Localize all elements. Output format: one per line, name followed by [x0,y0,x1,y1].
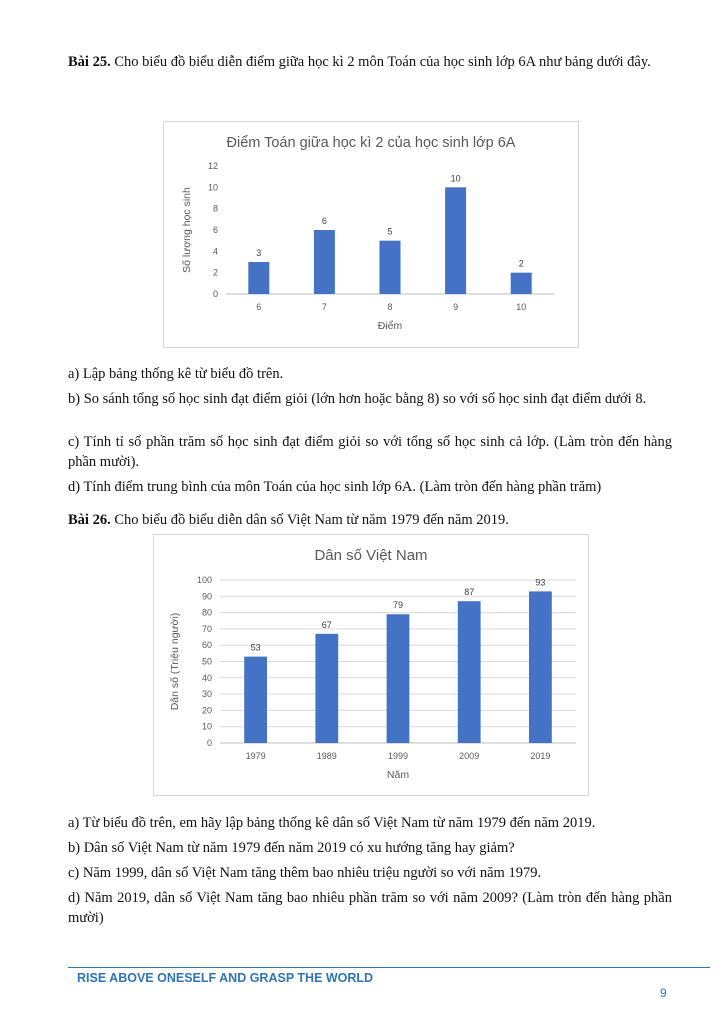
y-tick-label: 12 [207,161,218,171]
x-tick-label: 6 [256,302,262,312]
y-tick-label: 60 [201,640,212,651]
chart-vietnam-population-svg [154,535,588,795]
y-tick-label: 8 [212,203,218,214]
bar-1979 [244,657,267,743]
y-tick-label: 50 [201,656,212,667]
y-tick-label: 90 [201,591,212,602]
x-tick-label: 1979 [245,751,266,761]
data-label-8: 5 [387,226,393,237]
bar-9 [445,187,466,294]
page-number: 9 [660,986,667,1000]
data-label-6: 3 [256,248,262,258]
y-tick-label: 0 [206,738,212,748]
ex26-question-c: c) Năm 1999, dân số Việt Nam tăng thêm bao nhiêu triệu người so với năm 1979. [68,865,542,881]
data-label-10: 2 [518,258,524,269]
y-tick-label: 100 [196,575,212,585]
exercise-25-intro [68,52,672,72]
x-axis-label: Điểm [377,320,403,332]
bar-6 [248,262,269,294]
data-label-2009: 87 [464,587,475,598]
exercise-26-text: Cho biểu đồ biểu diễn dân số Việt Nam từ năm 1979 đến năm 2019. [110,512,509,528]
data-label-2019: 93 [535,577,546,588]
bar-2019 [529,591,552,743]
data-label-9: 10 [450,173,461,184]
x-axis-label: Năm [386,769,410,781]
exercise-25-label: Bài 25. [68,54,111,70]
ex25-question-c: c) Tính tỉ số phần trăm số học sinh đạt điểm giỏi so với tổng số học sinh cả lớp. (Làm tròn đến hàng phần mười). [68,434,672,470]
bar-1989 [315,634,338,743]
y-tick-label: 20 [201,705,212,716]
y-tick-label: 10 [201,721,212,732]
x-tick-label: 10 [516,302,527,312]
y-tick-label: 4 [212,246,218,257]
bar-10 [511,273,532,294]
ex26-question-b: b) Dân số Việt Nam từ năm 1979 đến năm 2019 có xu hướng tăng hay giảm? [68,840,515,856]
ex26-question-a: a) Từ biểu đồ trên, em hãy lập bảng thống kê dân số Việt Nam từ năm 1979 đến năm 2019. [68,815,596,831]
y-tick-label: 2 [212,267,218,278]
chart-title: Dân số Việt Nam [314,547,428,564]
exercise-26-label: Bài 26. [68,512,111,528]
footer-divider [68,967,710,968]
chart-math-scores [163,121,579,348]
ex25-question-d: d) Tính điểm trung bình của môn Toán của học sinh lớp 6A. (Làm tròn đến hàng phần trăm) [68,479,602,495]
x-tick-label: 1999 [387,751,409,761]
y-axis-label: Dân số (Triệu người) [169,612,181,711]
x-tick-label: 2009 [459,751,480,761]
x-tick-label: 1989 [316,751,337,761]
data-label-1979: 53 [250,642,261,653]
bar-1999 [387,614,410,743]
y-tick-label: 10 [207,182,218,193]
bar-8 [380,241,401,294]
y-tick-label: 40 [201,672,212,683]
ex25-question-b: b) So sánh tổng số học sinh đạt điểm giỏi (lớn hơn hoặc bằng 8) so với số học sinh đạt điểm dưới 8. [68,391,647,407]
data-label-1989: 67 [321,619,332,630]
chart-vietnam-population [153,534,589,796]
y-tick-label: 30 [201,689,212,700]
ex25-question-a: a) Lập bảng thống kê từ biểu đồ trên. [68,366,284,382]
exercise-26-intro [68,510,672,530]
chart-math-scores-svg [164,122,578,347]
bar-7 [314,230,335,294]
footer-slogan: RISE ABOVE ONESELF AND GRASP THE WORLD [77,971,374,985]
y-tick-label: 0 [212,289,218,299]
exercise-25-text: Cho biểu đồ biểu diễn điểm giữa học kì 2 môn Toán của học sinh lớp 6A như bảng dưới đây. [110,54,651,70]
y-tick-label: 70 [201,623,212,634]
bar-2009 [458,601,481,743]
x-tick-label: 9 [453,302,459,312]
ex26-question-d: d) Năm 2019, dân số Việt Nam tăng bao nhiêu phần trăm so với năm 2009? (Làm tròn đến hàng phần mười) [68,890,672,926]
chart-title: Điểm Toán giữa học kì 2 của học sinh lớp 6A [226,135,516,151]
y-tick-label: 80 [201,607,212,618]
x-tick-label: 2019 [530,751,551,761]
y-tick-label: 6 [212,225,218,235]
x-tick-label: 7 [321,302,327,312]
data-label-1999: 79 [392,600,404,611]
data-label-7: 6 [321,216,327,226]
y-axis-label: Số lượng học sinh [181,187,193,273]
x-tick-label: 8 [387,302,393,312]
